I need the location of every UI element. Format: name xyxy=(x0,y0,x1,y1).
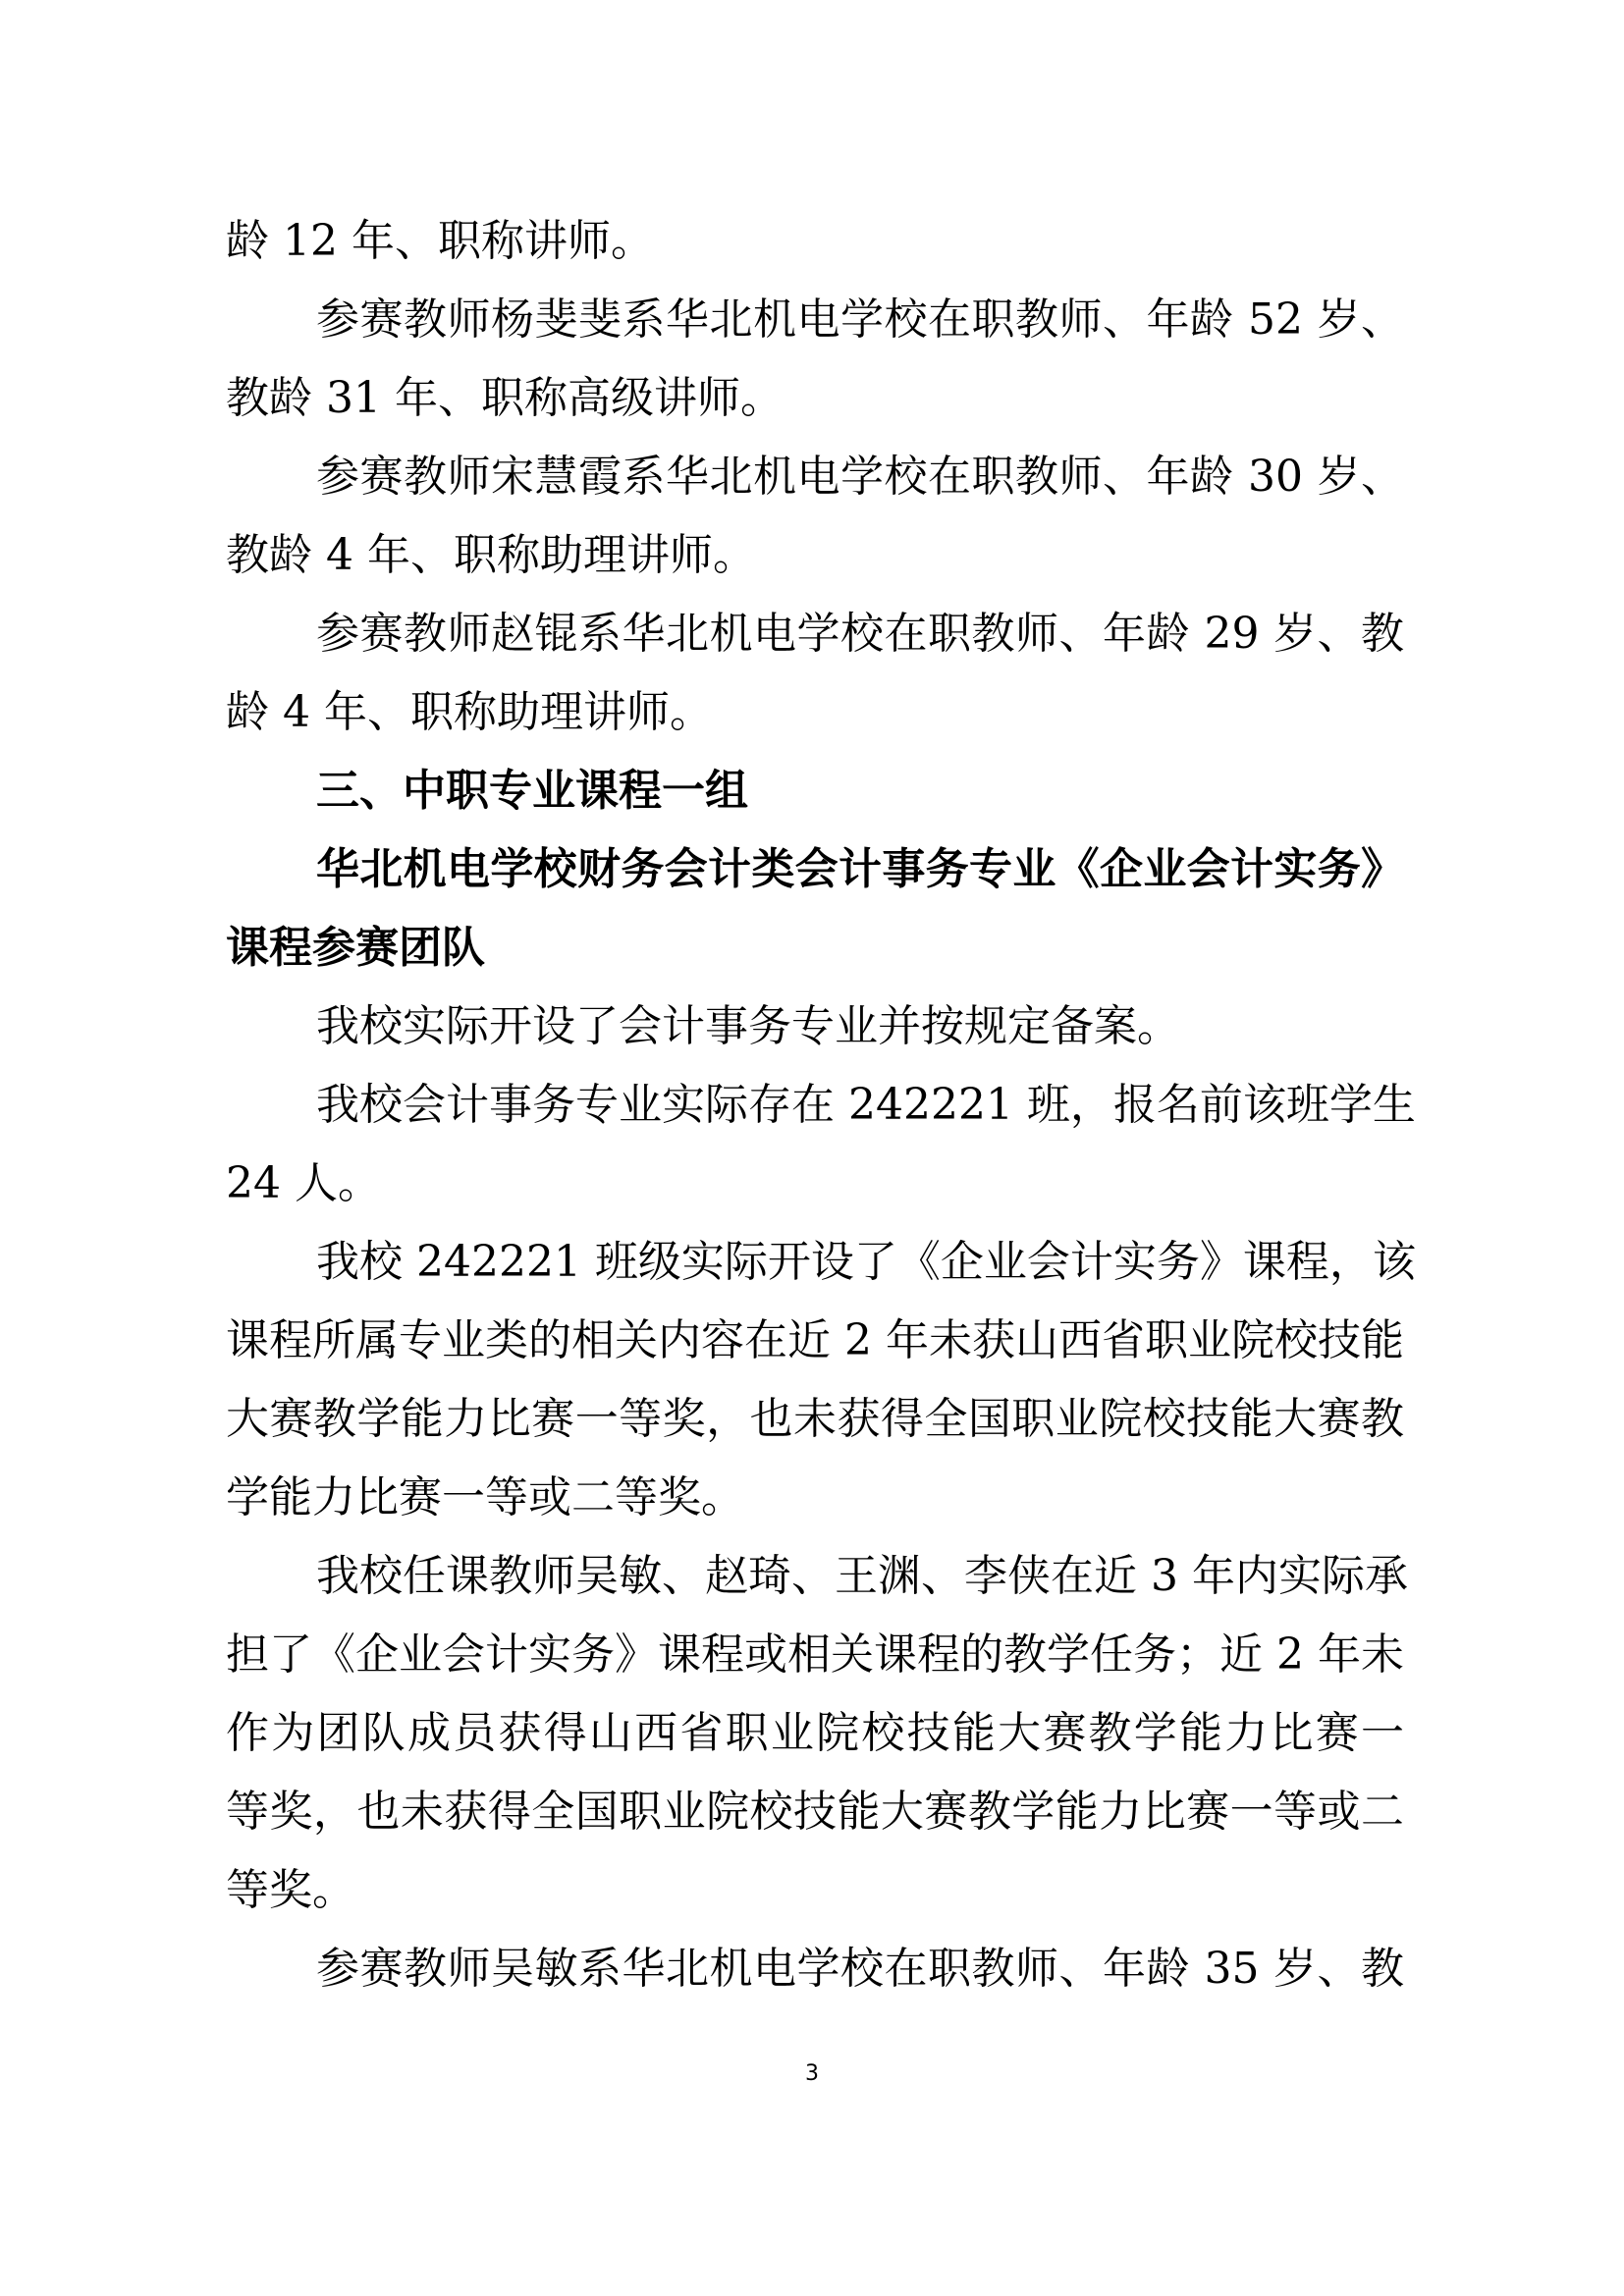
text-line: 等奖。 xyxy=(226,1865,355,1915)
text-line: 等奖，也未获得全国职业院校技能大赛教学能力比赛一等或二 xyxy=(226,1787,1404,1837)
text-line: 参赛教师赵锟系华北机电学校在职教师、年龄 29 岁、教 xyxy=(316,609,1404,659)
text-line: 教龄 4 年、职称助理讲师。 xyxy=(226,530,756,580)
team-heading: 课程参赛团队 xyxy=(226,923,485,973)
text-line: 课程所属专业类的相关内容在近 2 年未获山西省职业院校技能 xyxy=(226,1315,1404,1365)
text-line: 参赛教师宋慧霞系华北机电学校在职教师、年龄 30 岁、 xyxy=(316,452,1404,502)
text-line: 作为团队成员获得山西省职业院校技能大赛教学能力比赛一 xyxy=(226,1708,1404,1758)
text-line: 我校会计事务专业实际存在 242221 班，报名前该班学生 xyxy=(316,1080,1416,1130)
page-number: 3 xyxy=(805,2061,819,2086)
text-line: 大赛教学能力比赛一等奖，也未获得全国职业院校技能大赛教 xyxy=(226,1394,1404,1444)
section-heading: 三、中职专业课程一组 xyxy=(316,766,748,816)
team-heading: 华北机电学校财务会计类会计事务专业《企业会计实务》 xyxy=(316,844,1404,894)
text-line: 我校实际开设了会计事务专业并按规定备案。 xyxy=(316,1001,1180,1051)
text-line: 担了《企业会计实务》课程或相关课程的教学任务；近 2 年未 xyxy=(226,1629,1404,1680)
text-line: 学能力比赛一等或二等奖。 xyxy=(226,1472,744,1522)
text-line: 教龄 31 年、职称高级讲师。 xyxy=(226,373,784,423)
text-line: 我校 242221 班级实际开设了《企业会计实务》课程，该 xyxy=(316,1237,1416,1287)
text-line: 参赛教师杨斐斐系华北机电学校在职教师、年龄 52 岁、 xyxy=(316,294,1404,345)
text-line: 参赛教师吴敏系华北机电学校在职教师、年龄 35 岁、教 xyxy=(316,1944,1404,1994)
text-line: 我校任课教师吴敏、赵琦、王渊、李侠在近 3 年内实际承 xyxy=(316,1551,1408,1601)
text-line: 龄 12 年、职称讲师。 xyxy=(226,216,654,266)
text-line: 24 人。 xyxy=(226,1158,381,1208)
text-line: 龄 4 年、职称助理讲师。 xyxy=(226,687,713,737)
